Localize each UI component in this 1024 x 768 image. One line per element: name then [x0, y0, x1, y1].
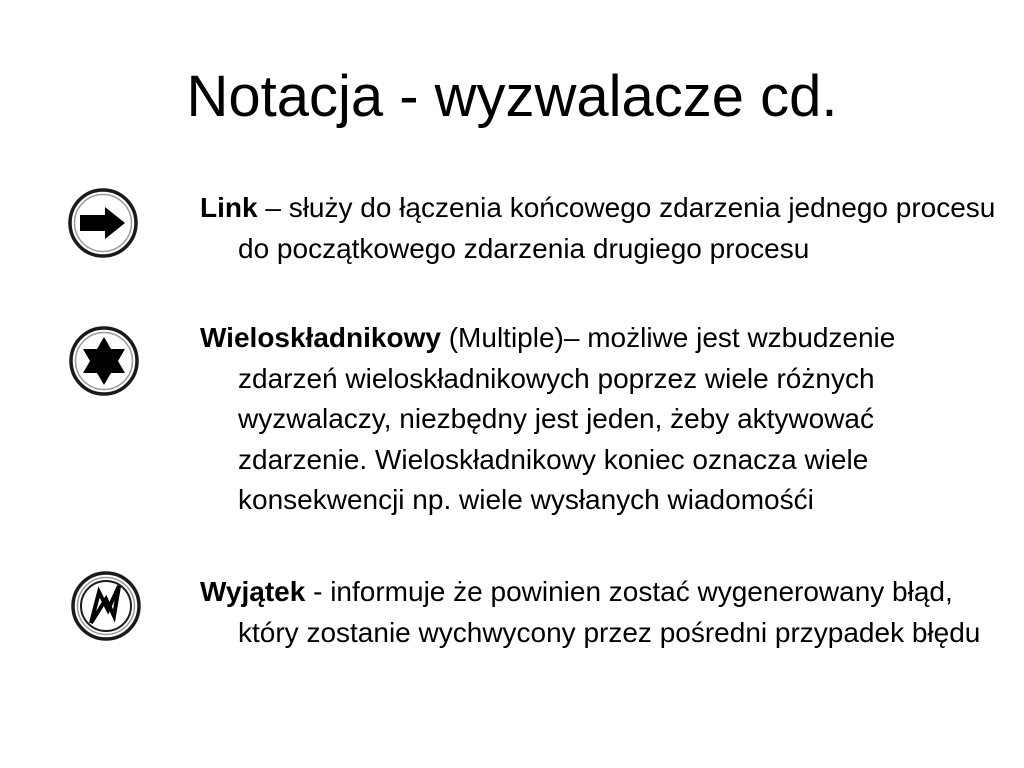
term-link: Link — [200, 192, 258, 223]
multiple-event-icon — [66, 323, 142, 399]
list-item-link — [200, 188, 998, 269]
term-multiple: Wieloskładnikowy — [200, 322, 441, 353]
description-error: - informuje że powinien zostać wygenerowany błąd, który zostanie wychwycony przez pośredni przypadek błędu — [238, 576, 981, 648]
error-event-icon — [68, 568, 144, 644]
link-event-icon — [65, 185, 141, 261]
term-error: Wyjątek — [200, 576, 306, 607]
description-link: – służy do łączenia końcowego zdarzenia jednego procesu do początkowego zdarzenia drugiego procesu — [238, 192, 996, 264]
slide-title: Notacja - wyzwalacze cd. — [186, 64, 838, 129]
description-multiple: (Multiple)– możliwe jest wzbudzenie zdarzeń wieloskładnikowych poprzez wiele różnych wyzwalaczy, niezbędny jest jeden, żeby aktywować zdarzenie. Wieloskładnikowy koniec oznacza wiele konsekwencji np. wiele wysłanych wiadomośći — [238, 322, 896, 515]
list-item-multiple — [200, 318, 998, 521]
list-item-error — [200, 572, 998, 653]
